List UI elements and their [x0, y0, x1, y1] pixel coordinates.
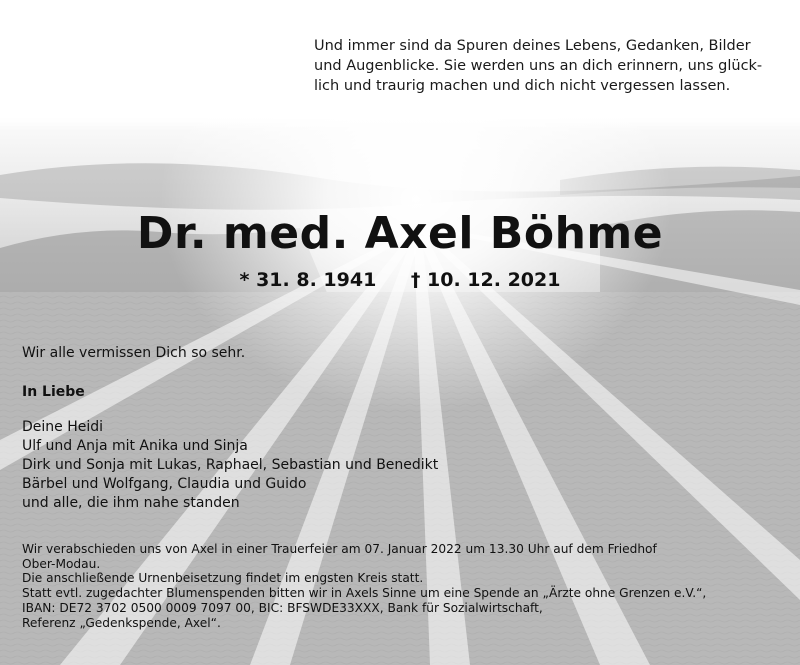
life-dates	[0, 269, 800, 291]
family-line: Ulf und Anja mit Anika und Sinja	[22, 438, 248, 454]
info-line: Wir verabschieden uns von Axel in einer Trauerfeier am 07. Januar 2022 um 13.30 Uhr auf dem Friedhof	[22, 542, 657, 556]
info-line: IBAN: DE72 3702 0500 0009 7097 00, BIC: BFSWDE33XXX, Bank für Sozialwirtschaft,	[22, 600, 543, 615]
family-line: Dirk und Sonja mit Lukas, Raphael, Sebastian und Benedikt	[22, 457, 439, 473]
funeral-info	[22, 542, 706, 630]
info-line: Statt evtl. zugedachter Blumenspenden bitten wir in Axels Sinne um eine Spende an „Ärzte ohne Grenzen e.V.“,	[22, 586, 707, 601]
family-line: Deine Heidi	[22, 419, 104, 435]
death-date: † 10. 12. 2021	[410, 269, 561, 291]
family-line: und alle, die ihm nahe standen	[22, 495, 240, 511]
info-line: Die anschließende Urnenbeisetzung findet im engsten Kreis statt.	[22, 571, 424, 586]
info-line: Ober-Modau.	[22, 556, 101, 571]
memorial-quote	[314, 36, 784, 96]
miss-message: Wir alle vermissen Dich so sehr.	[22, 345, 246, 361]
quote-line: und Augenblicke. Sie werden uns an dich erinnern, uns glück-	[314, 58, 763, 74]
info-line: Referenz „Gedenkspende, Axel“.	[22, 615, 221, 630]
birth-date: * 31. 8. 1941	[239, 269, 377, 291]
quote-line: Und immer sind da Spuren deines Lebens, Gedanken, Bilder	[314, 38, 751, 54]
family-list	[22, 418, 438, 513]
family-line: Bärbel und Wolfgang, Claudia und Guido	[22, 476, 307, 492]
love-closing: In Liebe	[22, 384, 85, 400]
deceased-name: Dr. med. Axel Böhme	[136, 208, 664, 259]
quote-line: lich und traurig machen und dich nicht vergessen lassen.	[314, 78, 731, 94]
